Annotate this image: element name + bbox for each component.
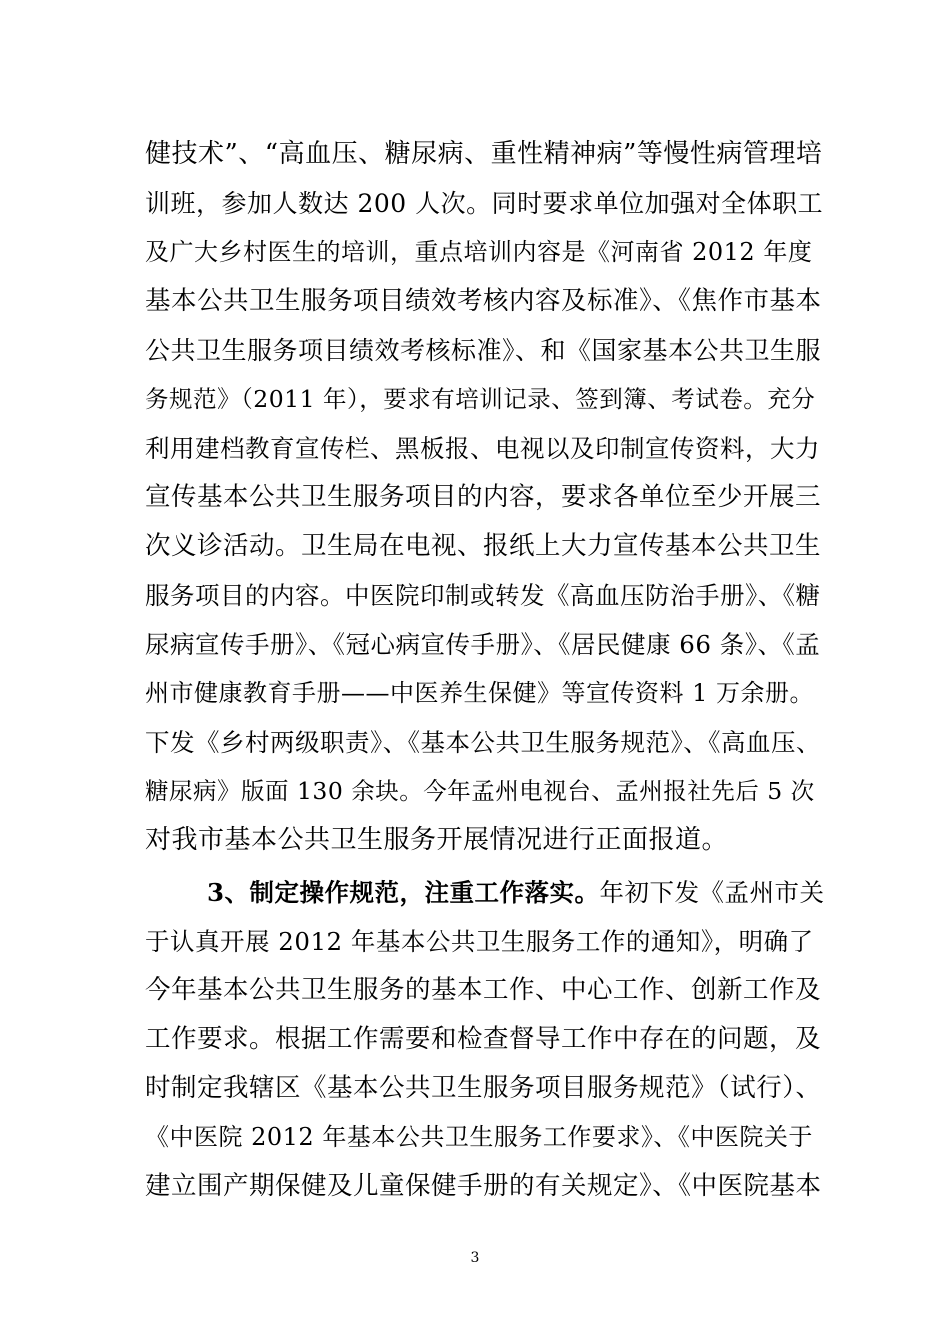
text-line: 尿病宣传手册》、《冠心病宣传手册》、《居民健康 66 条》、《孟 xyxy=(145,630,821,659)
section-heading: 3、制定操作规范，注重工作落实。 xyxy=(207,878,600,907)
paragraph-1 xyxy=(145,130,825,865)
text-line: 于认真开展 2012 年基本公共卫生服务工作的通知》，明确了 xyxy=(145,927,814,956)
text-line: 服务项目的内容。中医院印制或转发《高血压防治手册》、《糖 xyxy=(145,581,821,610)
body-text xyxy=(145,130,825,1211)
text-line: 建立围产期保健及儿童保健手册的有关规定》、《中医院基本 xyxy=(145,1171,822,1201)
text-line: 下发《乡村两级职责》、《基本公共卫生服务规范》、《高血压、 xyxy=(145,728,821,757)
text-line: 利用建档教育宣传栏、黑板报、电视以及印制宣传资料，大力 xyxy=(145,434,820,463)
text-line: 务规范》（2011 年），要求有培训记录、签到簿、考试卷。充分 xyxy=(145,385,816,413)
text-line: 及广大乡村医生的培训，重点培训内容是《河南省 2012 年度 xyxy=(145,238,813,266)
text-line: 健技术”、“高血压、糖尿病、重性精神病”等慢性病管理培 xyxy=(145,139,823,169)
text-line: 工作要求。根据工作需要和检查督导工作中存在的问题，及 xyxy=(145,1024,822,1054)
text-line: 糖尿病》版面 130 余块。今年孟州电视台、孟州报社先后 5 次 xyxy=(145,777,815,805)
text-line: 《中医院 2012 年基本公共卫生服务工作要求》、《中医院关于 xyxy=(145,1123,813,1151)
text-line: 基本公共卫生服务项目绩效考核内容及标准》、《焦作市基本 xyxy=(145,286,822,316)
text-line: 时制定我辖区《基本公共卫生服务项目服务规范》（试行）、 xyxy=(145,1073,822,1103)
text-line: 对我市基本公共卫生服务开展情况进行正面报道。 xyxy=(145,825,729,855)
page-number: 3 xyxy=(470,1250,480,1266)
text-line: 训班，参加人数达 200 人次。同时要求单位加强对全体职工 xyxy=(145,189,824,218)
text-line: 州市健康教育手册——中医养生保健》等宣传资料 1 万余册。 xyxy=(145,679,815,707)
text-run: 年初下发《孟州市关 xyxy=(599,878,825,907)
paragraph-2-first-line xyxy=(145,868,825,917)
text-line: 宣传基本公共卫生服务项目的内容，要求各单位至少开展三 xyxy=(145,482,822,512)
text-line: 次义诊活动。卫生局在电视、报纸上大力宣传基本公共卫生 xyxy=(145,531,822,561)
text-line: 今年基本公共卫生服务的基本工作、中心工作、创新工作及 xyxy=(145,975,822,1005)
paragraph-2 xyxy=(145,868,825,1211)
text-line: 公共卫生服务项目绩效考核标准》、和《国家基本公共卫生服 xyxy=(145,336,822,365)
